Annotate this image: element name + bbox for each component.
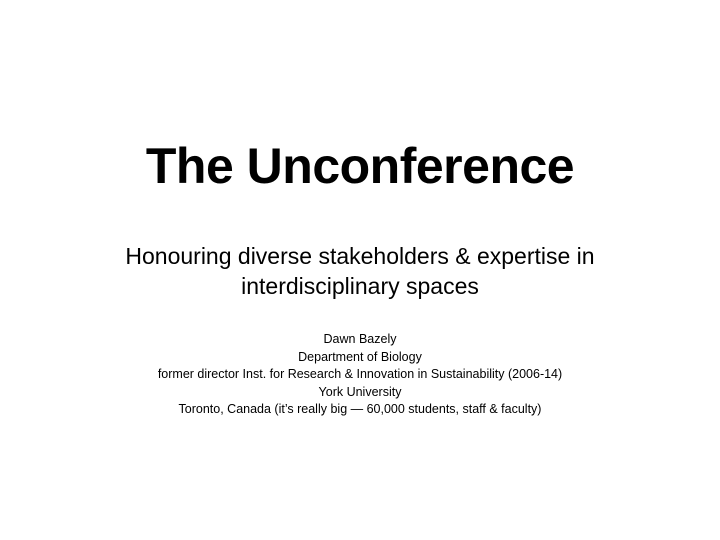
subtitle-line: Honouring diverse stakeholders & expertise in bbox=[125, 243, 595, 269]
subtitle-line: interdisciplinary spaces bbox=[241, 273, 479, 299]
author-role: former director Inst. for Research & Innovation in Sustainability (2006-14) bbox=[157, 367, 563, 381]
author-name: Dawn Bazely bbox=[323, 332, 397, 346]
author-location: Toronto, Canada (it’s really big — 60,000 students, staff & faculty) bbox=[178, 402, 542, 416]
author-info bbox=[0, 331, 720, 419]
slide-subtitle bbox=[60, 241, 660, 301]
author-university: York University bbox=[318, 384, 402, 399]
author-department: Department of Biology bbox=[298, 349, 422, 364]
slide-title: The Unconference bbox=[145, 138, 575, 194]
